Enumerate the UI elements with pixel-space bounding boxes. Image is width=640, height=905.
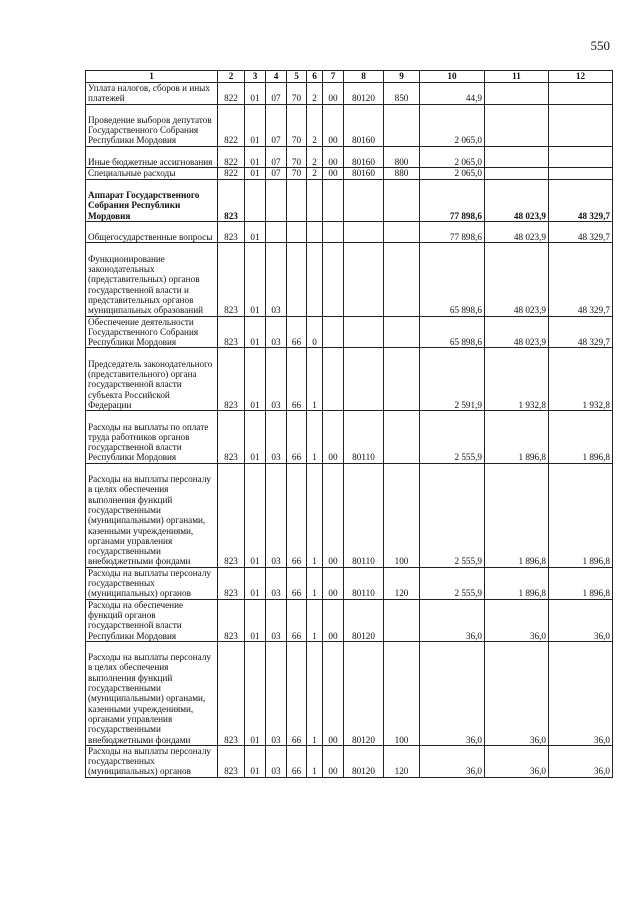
amount-cell xyxy=(549,146,613,168)
code-cell: 00 xyxy=(323,104,344,146)
code-cell: 70 xyxy=(287,104,307,146)
code-cell: 01 xyxy=(245,146,266,168)
row-name-cell: Расходы на обеспечение функций органов государственной власти Республики Мордовия xyxy=(86,599,218,641)
code-cell: 70 xyxy=(287,83,307,105)
code-cell: 823 xyxy=(218,348,245,411)
code-cell: 01 xyxy=(245,83,266,105)
code-cell: 1 xyxy=(307,745,323,777)
code-cell: 01 xyxy=(245,104,266,146)
code-cell xyxy=(323,243,344,316)
code-cell: 01 xyxy=(245,599,266,641)
amount-cell: 36,0 xyxy=(485,641,549,745)
table-row xyxy=(86,83,613,105)
code-cell: 00 xyxy=(323,168,344,179)
row-name-cell: Специальные расходы xyxy=(86,168,218,179)
code-cell: 07 xyxy=(266,104,287,146)
table-row xyxy=(86,463,613,567)
code-cell: 00 xyxy=(323,463,344,567)
code-cell: 03 xyxy=(266,641,287,745)
code-cell: 01 xyxy=(245,641,266,745)
amount-cell: 77 898,6 xyxy=(420,179,485,221)
row-name-cell: Аппарат Государственного Собрания Республики Мордовия xyxy=(86,179,218,221)
amount-cell: 48 329,7 xyxy=(549,316,613,348)
code-cell xyxy=(323,221,344,243)
code-cell xyxy=(384,221,420,243)
code-cell xyxy=(323,316,344,348)
code-cell: 00 xyxy=(323,599,344,641)
code-cell: 1 xyxy=(307,641,323,745)
budget-table xyxy=(85,70,613,778)
row-name-cell: Проведение выборов депутатов Государственного Собрания Республики Мордовия xyxy=(86,104,218,146)
code-cell: 822 xyxy=(218,83,245,105)
code-cell: 120 xyxy=(384,745,420,777)
row-name-cell: Уплата налогов, сборов и иных платежей xyxy=(86,83,218,105)
code-cell xyxy=(344,243,384,316)
code-cell: 823 xyxy=(218,599,245,641)
budget-table-body xyxy=(86,71,613,778)
code-cell: 00 xyxy=(323,641,344,745)
amount-cell: 44,9 xyxy=(420,83,485,105)
code-cell: 01 xyxy=(245,745,266,777)
code-cell: 03 xyxy=(266,599,287,641)
amount-cell: 36,0 xyxy=(549,599,613,641)
code-cell: 66 xyxy=(287,567,307,599)
code-cell: 01 xyxy=(245,243,266,316)
code-cell xyxy=(323,179,344,221)
code-cell: 80160 xyxy=(344,104,384,146)
column-header: 4 xyxy=(266,71,287,83)
column-header: 7 xyxy=(323,71,344,83)
code-cell xyxy=(384,599,420,641)
code-cell: 823 xyxy=(218,243,245,316)
table-row xyxy=(86,243,613,316)
amount-cell: 36,0 xyxy=(485,745,549,777)
amount-cell xyxy=(485,168,549,179)
code-cell: 70 xyxy=(287,146,307,168)
row-name-cell: Расходы на выплаты персоналу в целях обеспечения выполнения функций государственными (муниципальными) органами, казенными учреждениями, органами управления государственными внебюджетными фондами xyxy=(86,463,218,567)
amount-cell: 65 898,6 xyxy=(420,243,485,316)
code-cell: 2 xyxy=(307,168,323,179)
code-cell: 03 xyxy=(266,411,287,464)
code-cell: 03 xyxy=(266,316,287,348)
amount-cell: 48 023,9 xyxy=(485,243,549,316)
table-row xyxy=(86,168,613,179)
code-cell: 03 xyxy=(266,567,287,599)
code-cell: 66 xyxy=(287,316,307,348)
code-cell xyxy=(245,179,266,221)
amount-cell: 36,0 xyxy=(549,641,613,745)
row-name-cell: Функционирование законодательных (представительных) органов государственной власти и представительных органов муниципальных образований xyxy=(86,243,218,316)
code-cell xyxy=(266,221,287,243)
code-cell: 80110 xyxy=(344,463,384,567)
row-name-cell: Расходы на выплаты персоналу государственных (муниципальных) органов xyxy=(86,745,218,777)
table-row xyxy=(86,316,613,348)
code-cell xyxy=(384,243,420,316)
code-cell xyxy=(323,348,344,411)
code-cell: 00 xyxy=(323,146,344,168)
code-cell: 2 xyxy=(307,146,323,168)
code-cell: 823 xyxy=(218,745,245,777)
amount-cell: 65 898,6 xyxy=(420,316,485,348)
amount-cell: 1 896,8 xyxy=(549,567,613,599)
code-cell: 01 xyxy=(245,221,266,243)
row-name-cell: Обеспечение деятельности Государственного Собрания Республики Мордовия xyxy=(86,316,218,348)
code-cell: 1 xyxy=(307,411,323,464)
code-cell: 850 xyxy=(384,83,420,105)
amount-cell: 48 023,9 xyxy=(485,221,549,243)
code-cell: 823 xyxy=(218,316,245,348)
row-name-cell: Председатель законодательного (представительного) органа государственной власти субъекта Российской Федерации xyxy=(86,348,218,411)
code-cell: 03 xyxy=(266,243,287,316)
code-cell xyxy=(287,179,307,221)
column-header: 5 xyxy=(287,71,307,83)
amount-cell: 2 065,0 xyxy=(420,104,485,146)
amount-cell: 2 555,9 xyxy=(420,567,485,599)
code-cell: 823 xyxy=(218,567,245,599)
column-header: 6 xyxy=(307,71,323,83)
row-name-cell: Иные бюджетные ассигнования xyxy=(86,146,218,168)
code-cell xyxy=(384,316,420,348)
code-cell: 01 xyxy=(245,411,266,464)
code-cell: 822 xyxy=(218,146,245,168)
row-name-cell: Общегосударственные вопросы xyxy=(86,221,218,243)
table-row xyxy=(86,104,613,146)
code-cell: 822 xyxy=(218,104,245,146)
column-header: 2 xyxy=(218,71,245,83)
code-cell: 00 xyxy=(323,745,344,777)
code-cell: 823 xyxy=(218,463,245,567)
amount-cell: 48 329,7 xyxy=(549,179,613,221)
amount-cell: 36,0 xyxy=(420,641,485,745)
code-cell: 80160 xyxy=(344,146,384,168)
code-cell: 80160 xyxy=(344,168,384,179)
table-row xyxy=(86,567,613,599)
amount-cell: 2 065,0 xyxy=(420,146,485,168)
amount-cell: 2 591,9 xyxy=(420,348,485,411)
code-cell xyxy=(307,243,323,316)
amount-cell: 1 932,8 xyxy=(549,348,613,411)
amount-cell: 1 896,8 xyxy=(485,463,549,567)
code-cell xyxy=(344,316,384,348)
code-cell: 03 xyxy=(266,348,287,411)
amount-cell: 48 329,7 xyxy=(549,221,613,243)
amount-cell: 1 896,8 xyxy=(485,411,549,464)
row-name-cell: Расходы на выплаты по оплате труда работников органов государственной власти Республики Мордовия xyxy=(86,411,218,464)
table-header-row xyxy=(86,71,613,83)
code-cell xyxy=(344,348,384,411)
code-cell: 66 xyxy=(287,641,307,745)
row-name-cell: Расходы на выплаты персоналу государственных (муниципальных) органов xyxy=(86,567,218,599)
code-cell xyxy=(307,179,323,221)
amount-cell xyxy=(549,83,613,105)
code-cell: 1 xyxy=(307,567,323,599)
code-cell: 00 xyxy=(323,83,344,105)
code-cell: 120 xyxy=(384,567,420,599)
code-cell: 100 xyxy=(384,463,420,567)
amount-cell: 36,0 xyxy=(549,745,613,777)
code-cell: 66 xyxy=(287,463,307,567)
code-cell: 800 xyxy=(384,146,420,168)
amount-cell xyxy=(485,104,549,146)
code-cell: 01 xyxy=(245,316,266,348)
amount-cell xyxy=(549,104,613,146)
row-name-cell: Расходы на выплаты персоналу в целях обеспечения выполнения функций государственными (муниципальными) органами, казенными учреждениями, органами управления государственными внебюджетными фондами xyxy=(86,641,218,745)
code-cell: 00 xyxy=(323,567,344,599)
code-cell: 01 xyxy=(245,567,266,599)
amount-cell xyxy=(485,146,549,168)
code-cell: 100 xyxy=(384,641,420,745)
code-cell: 01 xyxy=(245,463,266,567)
code-cell: 2 xyxy=(307,104,323,146)
amount-cell: 48 023,9 xyxy=(485,316,549,348)
code-cell: 80120 xyxy=(344,83,384,105)
amount-cell: 36,0 xyxy=(485,599,549,641)
amount-cell: 1 896,8 xyxy=(485,567,549,599)
column-header: 8 xyxy=(344,71,384,83)
table-row xyxy=(86,146,613,168)
column-header: 12 xyxy=(549,71,613,83)
code-cell: 01 xyxy=(245,348,266,411)
code-cell: 01 xyxy=(245,168,266,179)
code-cell: 07 xyxy=(266,146,287,168)
code-cell xyxy=(384,104,420,146)
code-cell: 66 xyxy=(287,599,307,641)
code-cell: 80120 xyxy=(344,745,384,777)
amount-cell: 1 896,8 xyxy=(549,463,613,567)
code-cell: 07 xyxy=(266,168,287,179)
code-cell: 03 xyxy=(266,463,287,567)
code-cell: 70 xyxy=(287,168,307,179)
amount-cell: 36,0 xyxy=(420,745,485,777)
code-cell: 07 xyxy=(266,83,287,105)
code-cell xyxy=(344,179,384,221)
column-header: 10 xyxy=(420,71,485,83)
code-cell xyxy=(384,179,420,221)
code-cell: 1 xyxy=(307,463,323,567)
code-cell: 03 xyxy=(266,745,287,777)
amount-cell: 1 896,8 xyxy=(549,411,613,464)
code-cell: 823 xyxy=(218,179,245,221)
column-header: 9 xyxy=(384,71,420,83)
code-cell: 822 xyxy=(218,168,245,179)
code-cell: 880 xyxy=(384,168,420,179)
table-row xyxy=(86,411,613,464)
code-cell: 1 xyxy=(307,348,323,411)
amount-cell xyxy=(485,83,549,105)
code-cell: 1 xyxy=(307,599,323,641)
amount-cell xyxy=(549,168,613,179)
code-cell: 823 xyxy=(218,221,245,243)
code-cell xyxy=(307,221,323,243)
table-row xyxy=(86,745,613,777)
table-row xyxy=(86,348,613,411)
code-cell: 823 xyxy=(218,641,245,745)
code-cell: 66 xyxy=(287,348,307,411)
column-header: 11 xyxy=(485,71,549,83)
code-cell xyxy=(384,411,420,464)
code-cell: 0 xyxy=(307,316,323,348)
table-row xyxy=(86,599,613,641)
amount-cell: 48 329,7 xyxy=(549,243,613,316)
column-header: 3 xyxy=(245,71,266,83)
amount-cell: 2 065,0 xyxy=(420,168,485,179)
amount-cell: 2 555,9 xyxy=(420,411,485,464)
column-header: 1 xyxy=(86,71,218,83)
code-cell xyxy=(287,221,307,243)
code-cell xyxy=(344,221,384,243)
code-cell: 00 xyxy=(323,411,344,464)
table-row xyxy=(86,221,613,243)
code-cell: 66 xyxy=(287,745,307,777)
amount-cell: 1 932,8 xyxy=(485,348,549,411)
code-cell: 80110 xyxy=(344,567,384,599)
code-cell: 80120 xyxy=(344,641,384,745)
table-row xyxy=(86,179,613,221)
page-number: 550 xyxy=(590,38,610,53)
code-cell xyxy=(384,348,420,411)
code-cell: 80120 xyxy=(344,599,384,641)
amount-cell: 48 023,9 xyxy=(485,179,549,221)
code-cell: 80110 xyxy=(344,411,384,464)
code-cell: 823 xyxy=(218,411,245,464)
amount-cell: 36,0 xyxy=(420,599,485,641)
amount-cell: 2 555,9 xyxy=(420,463,485,567)
code-cell xyxy=(287,243,307,316)
code-cell: 2 xyxy=(307,83,323,105)
amount-cell: 77 898,6 xyxy=(420,221,485,243)
code-cell xyxy=(266,179,287,221)
code-cell: 66 xyxy=(287,411,307,464)
table-row xyxy=(86,641,613,745)
